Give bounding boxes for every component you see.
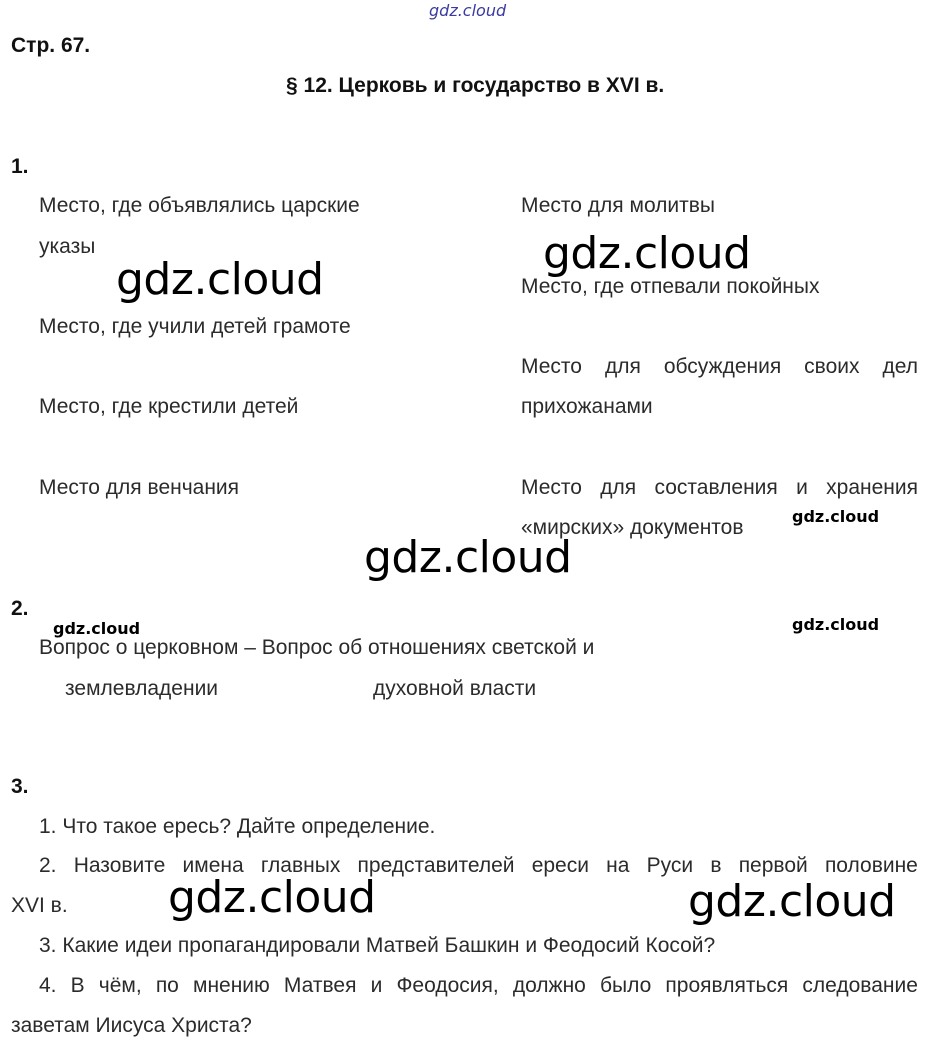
- task2-line-1: Вопрос о церковном – Вопрос об отношениях светской и: [39, 636, 595, 659]
- watermark-top: gdz.cloud: [429, 1, 507, 20]
- task1-number: 1.: [11, 155, 29, 178]
- task3-question-4a: 4. В чём, по мнению Матвея и Феодосия, должно было проявляться следование: [39, 974, 918, 997]
- task2-line-2a: землевладении: [65, 677, 219, 700]
- task3-number: 3.: [11, 775, 29, 798]
- task1-right-item-4b: «мирских» документов: [521, 516, 744, 539]
- task1-left-item-1a: Место, где объявлялись царские: [39, 194, 360, 217]
- task1-right-item-3b: прихожанами: [521, 395, 653, 418]
- task1-left-item-2: Место, где учили детей грамоте: [39, 315, 351, 338]
- task3-question-2b: XVI в.: [11, 894, 68, 917]
- task1-left-item-4: Место для венчания: [39, 476, 240, 499]
- watermark-7: gdz.cloud: [792, 615, 880, 634]
- task1-right-item-3a: Место для обсуждения своих дел: [521, 355, 918, 378]
- watermark-4: gdz.cloud: [168, 872, 376, 923]
- task3-question-2a: 2. Назовите имена главных представителей ереси на Руси в первой половине: [39, 854, 918, 877]
- section-title: § 12. Церковь и государство в XVI в.: [286, 74, 665, 97]
- task3-question-3: 3. Какие идеи пропагандировали Матвей Башкин и Феодосий Косой?: [39, 934, 716, 957]
- watermark-2: gdz.cloud: [543, 228, 751, 279]
- watermark-6: gdz.cloud: [792, 507, 880, 526]
- task1-right-item-4a: Место для составления и хранения: [521, 476, 918, 499]
- watermark-8: gdz.cloud: [53, 619, 141, 638]
- watermark-3: gdz.cloud: [364, 532, 572, 583]
- task2-line-2b: духовной власти: [373, 677, 537, 700]
- task1-right-item-1: Место для молитвы: [521, 194, 716, 217]
- task1-left-item-1b: указы: [39, 235, 96, 258]
- page-label: Стр. 67.: [11, 34, 91, 57]
- task3-question-1: 1. Что такое ересь? Дайте определение.: [39, 815, 436, 838]
- task3-question-4b: заветам Иисуса Христа?: [11, 1014, 252, 1037]
- task2-number: 2.: [11, 597, 29, 620]
- task1-right-item-2: Место, где отпевали покойных: [521, 275, 820, 298]
- watermark-5: gdz.cloud: [688, 876, 896, 927]
- watermark-1: gdz.cloud: [116, 254, 324, 305]
- task1-left-item-3: Место, где крестили детей: [39, 395, 299, 418]
